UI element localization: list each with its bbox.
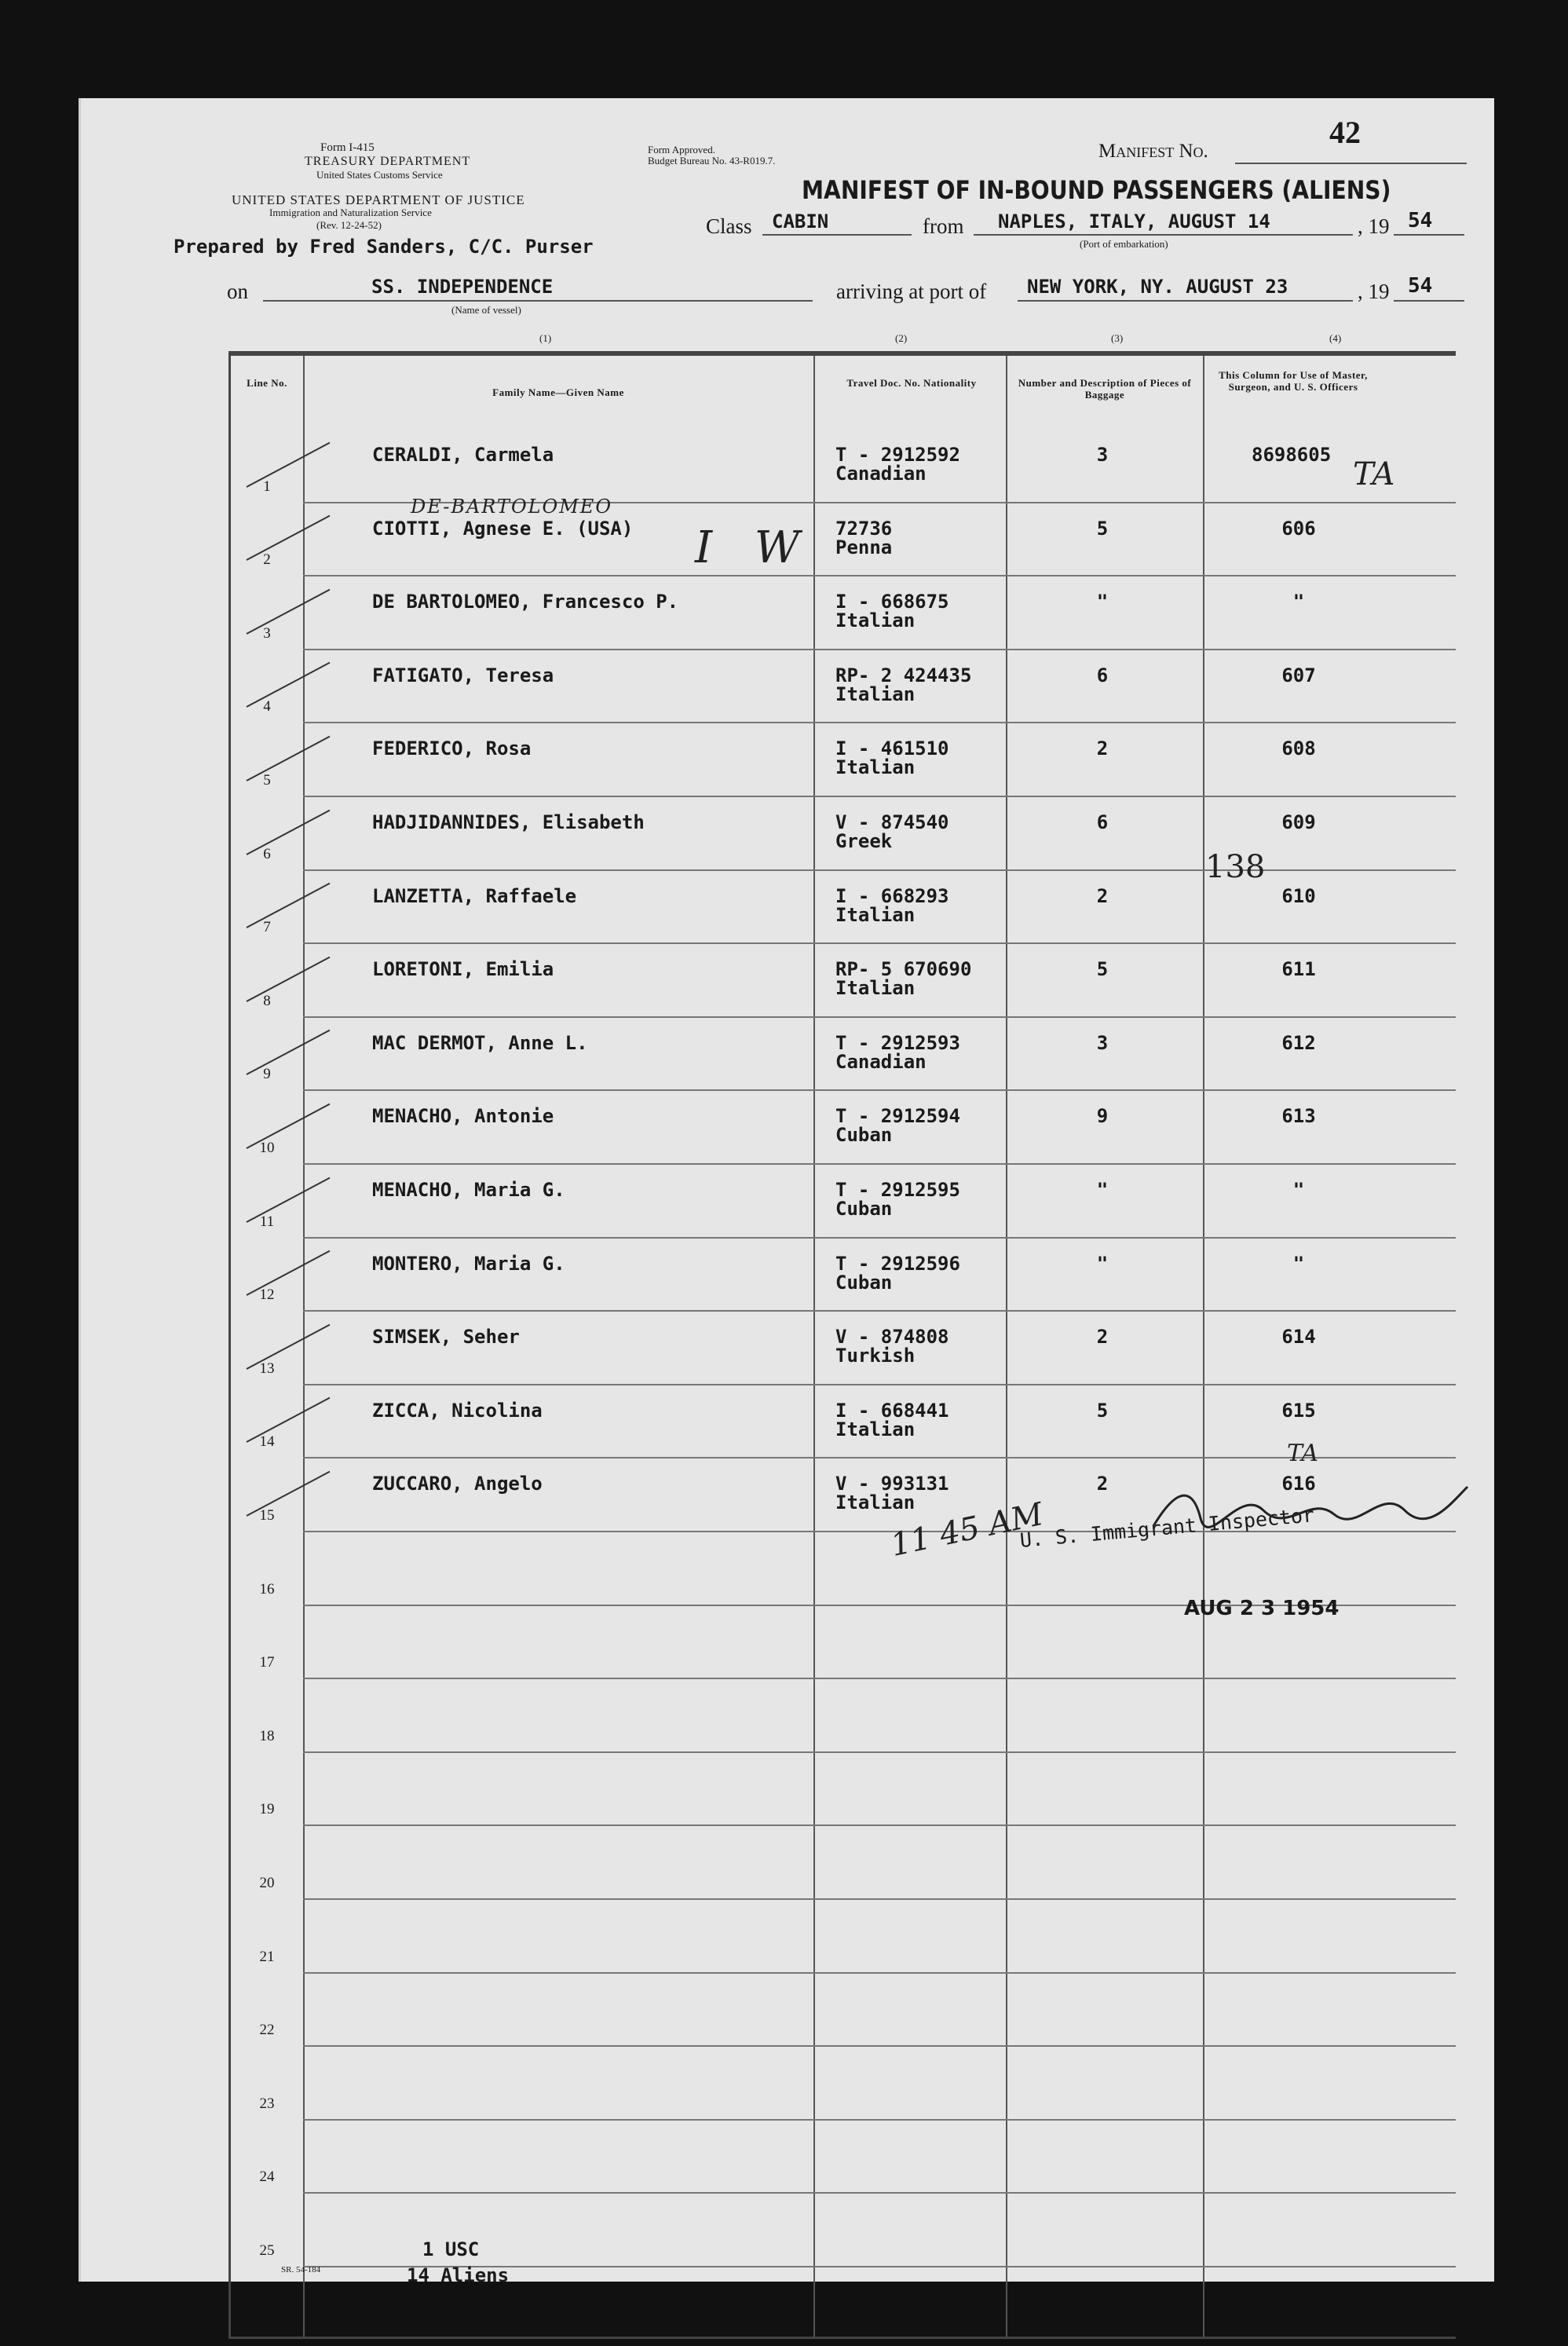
header-officers: This Column for Use of Master, Surgeon, and U. S. Officers	[1219, 369, 1368, 393]
row-line-number: 3	[263, 624, 271, 642]
row-travel-doc: V - 874808	[835, 1326, 949, 1349]
row-nationality: Cuban	[835, 1198, 893, 1220]
handwritten-ta-2: TA	[1287, 1440, 1319, 1467]
row-nationality: Penna	[835, 536, 893, 558]
row-divider	[303, 2045, 1456, 2047]
ins-service: Immigration and Naturalization Service	[269, 207, 432, 218]
row-divider	[303, 1016, 1456, 1018]
row-officer-note: 613	[1281, 1105, 1316, 1128]
row-baggage: 2	[1096, 737, 1109, 760]
row-name: MENACHO, Antonie	[372, 1105, 554, 1128]
col-num-2: (2)	[895, 332, 908, 344]
row-name: SIMSEK, Seher	[372, 1326, 520, 1349]
handwritten-138: 138	[1205, 849, 1266, 885]
row-divider	[303, 796, 1456, 797]
row-travel-doc: I - 668675	[835, 591, 949, 613]
row-line-number: 12	[259, 1286, 275, 1304]
row-baggage: 6	[1096, 664, 1109, 686]
row-travel-doc: RP- 5 670690	[835, 958, 972, 981]
row-officer-note: 611	[1281, 958, 1316, 981]
row-name: DE BARTOLOMEO, Francesco P.	[372, 591, 679, 613]
row-officer-note: "	[1292, 591, 1305, 613]
vessel-note: (Name of vessel)	[451, 304, 521, 316]
row-name: ZUCCARO, Angelo	[372, 1473, 543, 1495]
row-divider	[303, 942, 1456, 944]
arriving-label: arriving at port of	[836, 280, 987, 303]
row-name: HADJIDANNIDES, Elisabeth	[372, 811, 645, 833]
row-baggage: 9	[1096, 1105, 1109, 1128]
total-usc: 1 USC	[422, 2238, 480, 2260]
row-divider	[303, 1678, 1456, 1679]
row-travel-doc: RP- 2 424435	[835, 664, 972, 686]
row-nationality: Cuban	[835, 1271, 893, 1294]
row-divider	[303, 575, 1456, 576]
row-name: CERALDI, Carmela	[372, 444, 554, 466]
row-line-number: 8	[263, 992, 271, 1009]
row-nationality: Cuban	[835, 1124, 893, 1147]
row-line-number: 23	[259, 2095, 275, 2112]
row-baggage: "	[1096, 1252, 1109, 1275]
on-label: on	[227, 280, 248, 303]
manifest-sheet	[79, 98, 1494, 2286]
row-divider	[303, 1457, 1456, 1458]
row-nationality: Italian	[835, 756, 916, 779]
date-stamp: AUG 2 3 1954	[1184, 1597, 1340, 1620]
row-line-number: 21	[259, 1948, 275, 1965]
header-baggage: Number and Description of Pieces of Baggage	[1018, 377, 1192, 401]
row-baggage: 3	[1096, 444, 1109, 466]
row-officer-note: 607	[1281, 664, 1316, 686]
header-travel-doc: Travel Doc. No. Nationality	[846, 377, 977, 389]
treasury-dept: TREASURY DEPARTMENT	[305, 155, 471, 168]
row-officer-note: "	[1292, 1252, 1305, 1275]
row-name: FEDERICO, Rosa	[372, 737, 532, 760]
row-line-number: 16	[259, 1580, 275, 1598]
row-travel-doc: T - 2912593	[835, 1031, 960, 1054]
row-line-number: 10	[259, 1140, 275, 1156]
row-divider	[303, 1089, 1456, 1091]
row-baggage: 2	[1096, 884, 1109, 907]
row-nationality: Italian	[835, 903, 916, 926]
row-officer-note: 615	[1281, 1399, 1316, 1422]
row-travel-doc: V - 874540	[835, 811, 949, 833]
row-travel-doc: T - 2912592	[835, 444, 960, 466]
row-divider	[303, 1824, 1456, 1826]
class-label: Class	[706, 214, 752, 238]
customs-service: United States Customs Service	[316, 169, 443, 181]
arrival-port-date: NEW YORK, NY. AUGUST 23	[1027, 276, 1288, 298]
manifest-no-label: Manifest No.	[1098, 141, 1208, 162]
row-nationality: Canadian	[835, 463, 927, 485]
class-value: CABIN	[772, 210, 829, 232]
row-name: ZICCA, Nicolina	[372, 1399, 543, 1422]
manifest-title: MANIFEST OF IN-BOUND PASSENGERS (ALIENS)	[802, 175, 1391, 205]
from-label: from	[923, 214, 964, 238]
header-line-no: Line No.	[247, 377, 287, 389]
row-line-number: 1	[263, 478, 271, 495]
row-line-number: 5	[263, 772, 271, 789]
row-line-number: 19	[259, 1801, 275, 1818]
form-number: Form I-415	[320, 141, 375, 154]
sr-code: SR. 54-184	[281, 2265, 321, 2275]
row-travel-doc: I - 668293	[835, 884, 949, 907]
row-nationality: Italian	[835, 977, 916, 1000]
row-travel-doc: T - 2912595	[835, 1179, 960, 1201]
row-divider	[303, 1751, 1456, 1753]
row-baggage: 3	[1096, 1031, 1109, 1054]
row-line-number: 11	[259, 1213, 275, 1230]
budget-bureau: Budget Bureau No. 43-R019.7.	[648, 155, 776, 167]
row-travel-doc: T - 2912594	[835, 1105, 960, 1128]
manifest-number: 42	[1329, 115, 1361, 150]
handwritten-time: 11 45 AM	[887, 1496, 1047, 1564]
row-divider	[303, 2192, 1456, 2194]
handwritten-debartolomeo: DE-BARTOLOMEO	[411, 496, 612, 518]
row-nationality: Italian	[835, 683, 916, 705]
row-name: MONTERO, Maria G.	[372, 1252, 565, 1275]
row-divider	[303, 1163, 1456, 1165]
row-line-number: 18	[259, 1727, 275, 1744]
row-name: LANZETTA, Raffaele	[372, 884, 577, 907]
row-line-number: 2	[263, 551, 271, 569]
row-divider	[303, 1898, 1456, 1900]
row-nationality: Turkish	[835, 1345, 916, 1367]
row-baggage: 5	[1096, 517, 1109, 540]
row-travel-doc: T - 2912596	[835, 1252, 960, 1275]
row-baggage: 2	[1096, 1473, 1109, 1495]
handwritten-initials: I W	[695, 522, 814, 573]
total-aliens: 14 Aliens	[407, 2264, 510, 2286]
row-officer-note: 8698605	[1252, 444, 1332, 466]
row-officer-note: 608	[1281, 737, 1316, 760]
row-nationality: Italian	[835, 1418, 916, 1440]
year-2: 54	[1408, 274, 1433, 298]
row-nationality: Canadian	[835, 1050, 927, 1073]
row-nationality: Italian	[835, 1491, 916, 1514]
row-line-number: 14	[259, 1433, 275, 1451]
row-divider	[303, 869, 1456, 871]
row-line-number: 4	[263, 698, 271, 716]
row-divider	[303, 649, 1456, 650]
row-officer-note: 612	[1281, 1031, 1316, 1054]
row-line-number: 17	[259, 1654, 275, 1671]
embarkation-port: NAPLES, ITALY, AUGUST 14	[998, 210, 1270, 232]
row-name: CIOTTI, Agnese E. (USA)	[372, 517, 634, 540]
row-officer-note: 610	[1281, 884, 1316, 907]
row-baggage: "	[1096, 1179, 1109, 1201]
col-num-1: (1)	[539, 332, 552, 344]
inspector-label: U. S. Immigrant Inspector	[1018, 1503, 1316, 1552]
row-divider	[303, 1310, 1456, 1312]
row-officer-note: 609	[1281, 811, 1316, 833]
row-nationality: Italian	[835, 609, 916, 632]
form-approved: Form Approved.	[648, 144, 715, 156]
row-travel-doc: I - 461510	[835, 737, 949, 760]
col-num-4: (4)	[1329, 332, 1342, 344]
header-name: Family Name—Given Name	[492, 386, 624, 398]
row-line-number: 13	[259, 1360, 275, 1377]
row-officer-note: 606	[1281, 517, 1316, 540]
row-baggage: 5	[1096, 958, 1109, 981]
row-divider	[303, 722, 1456, 723]
row-officer-note: "	[1292, 1179, 1305, 1201]
row-line-number: 25	[259, 2242, 275, 2259]
row-baggage: 5	[1096, 1399, 1109, 1422]
year-prefix-2: , 19	[1358, 280, 1390, 303]
row-travel-doc: I - 668441	[835, 1399, 949, 1422]
row-travel-doc: 72736	[835, 517, 893, 540]
row-name: MENACHO, Maria G.	[372, 1179, 565, 1201]
row-line-number: 22	[259, 2022, 275, 2039]
row-divider	[303, 1384, 1456, 1385]
row-line-number: 15	[259, 1507, 275, 1524]
row-baggage: 6	[1096, 811, 1109, 833]
inspector-signature-mark	[1146, 1479, 1475, 1534]
row-line-number: 9	[263, 1066, 271, 1083]
year-1: 54	[1408, 209, 1433, 232]
row-nationality: Greek	[835, 830, 893, 852]
row-officer-note: 616	[1281, 1473, 1316, 1495]
handwritten-ta-1: TA	[1353, 456, 1395, 492]
passenger-table	[228, 351, 1456, 2339]
row-divider	[303, 1237, 1456, 1239]
row-line-number: 20	[259, 1875, 275, 1891]
vessel-name: SS. INDEPENDENCE	[371, 276, 554, 298]
row-line-number: 7	[263, 919, 271, 936]
row-travel-doc: V - 993131	[835, 1473, 949, 1495]
row-line-number: 24	[259, 2168, 275, 2186]
row-baggage: "	[1096, 591, 1109, 613]
justice-dept: UNITED STATES DEPARTMENT OF JUSTICE	[232, 192, 525, 207]
year-prefix-1: , 19	[1358, 214, 1390, 238]
embarkation-note: (Port of embarkation)	[1080, 238, 1168, 250]
row-divider	[303, 2119, 1456, 2121]
revision-date: (Rev. 12-24-52)	[316, 219, 382, 231]
row-name: FATIGATO, Teresa	[372, 664, 554, 686]
row-name: LORETONI, Emilia	[372, 958, 554, 981]
prepared-by: Prepared by Fred Sanders, C/C. Purser	[174, 236, 594, 258]
row-baggage: 2	[1096, 1326, 1109, 1349]
row-officer-note: 614	[1281, 1326, 1316, 1349]
row-name: MAC DERMOT, Anne L.	[372, 1031, 588, 1054]
row-line-number: 6	[263, 845, 271, 862]
row-divider	[303, 1972, 1456, 1974]
col-num-3: (3)	[1111, 332, 1124, 344]
